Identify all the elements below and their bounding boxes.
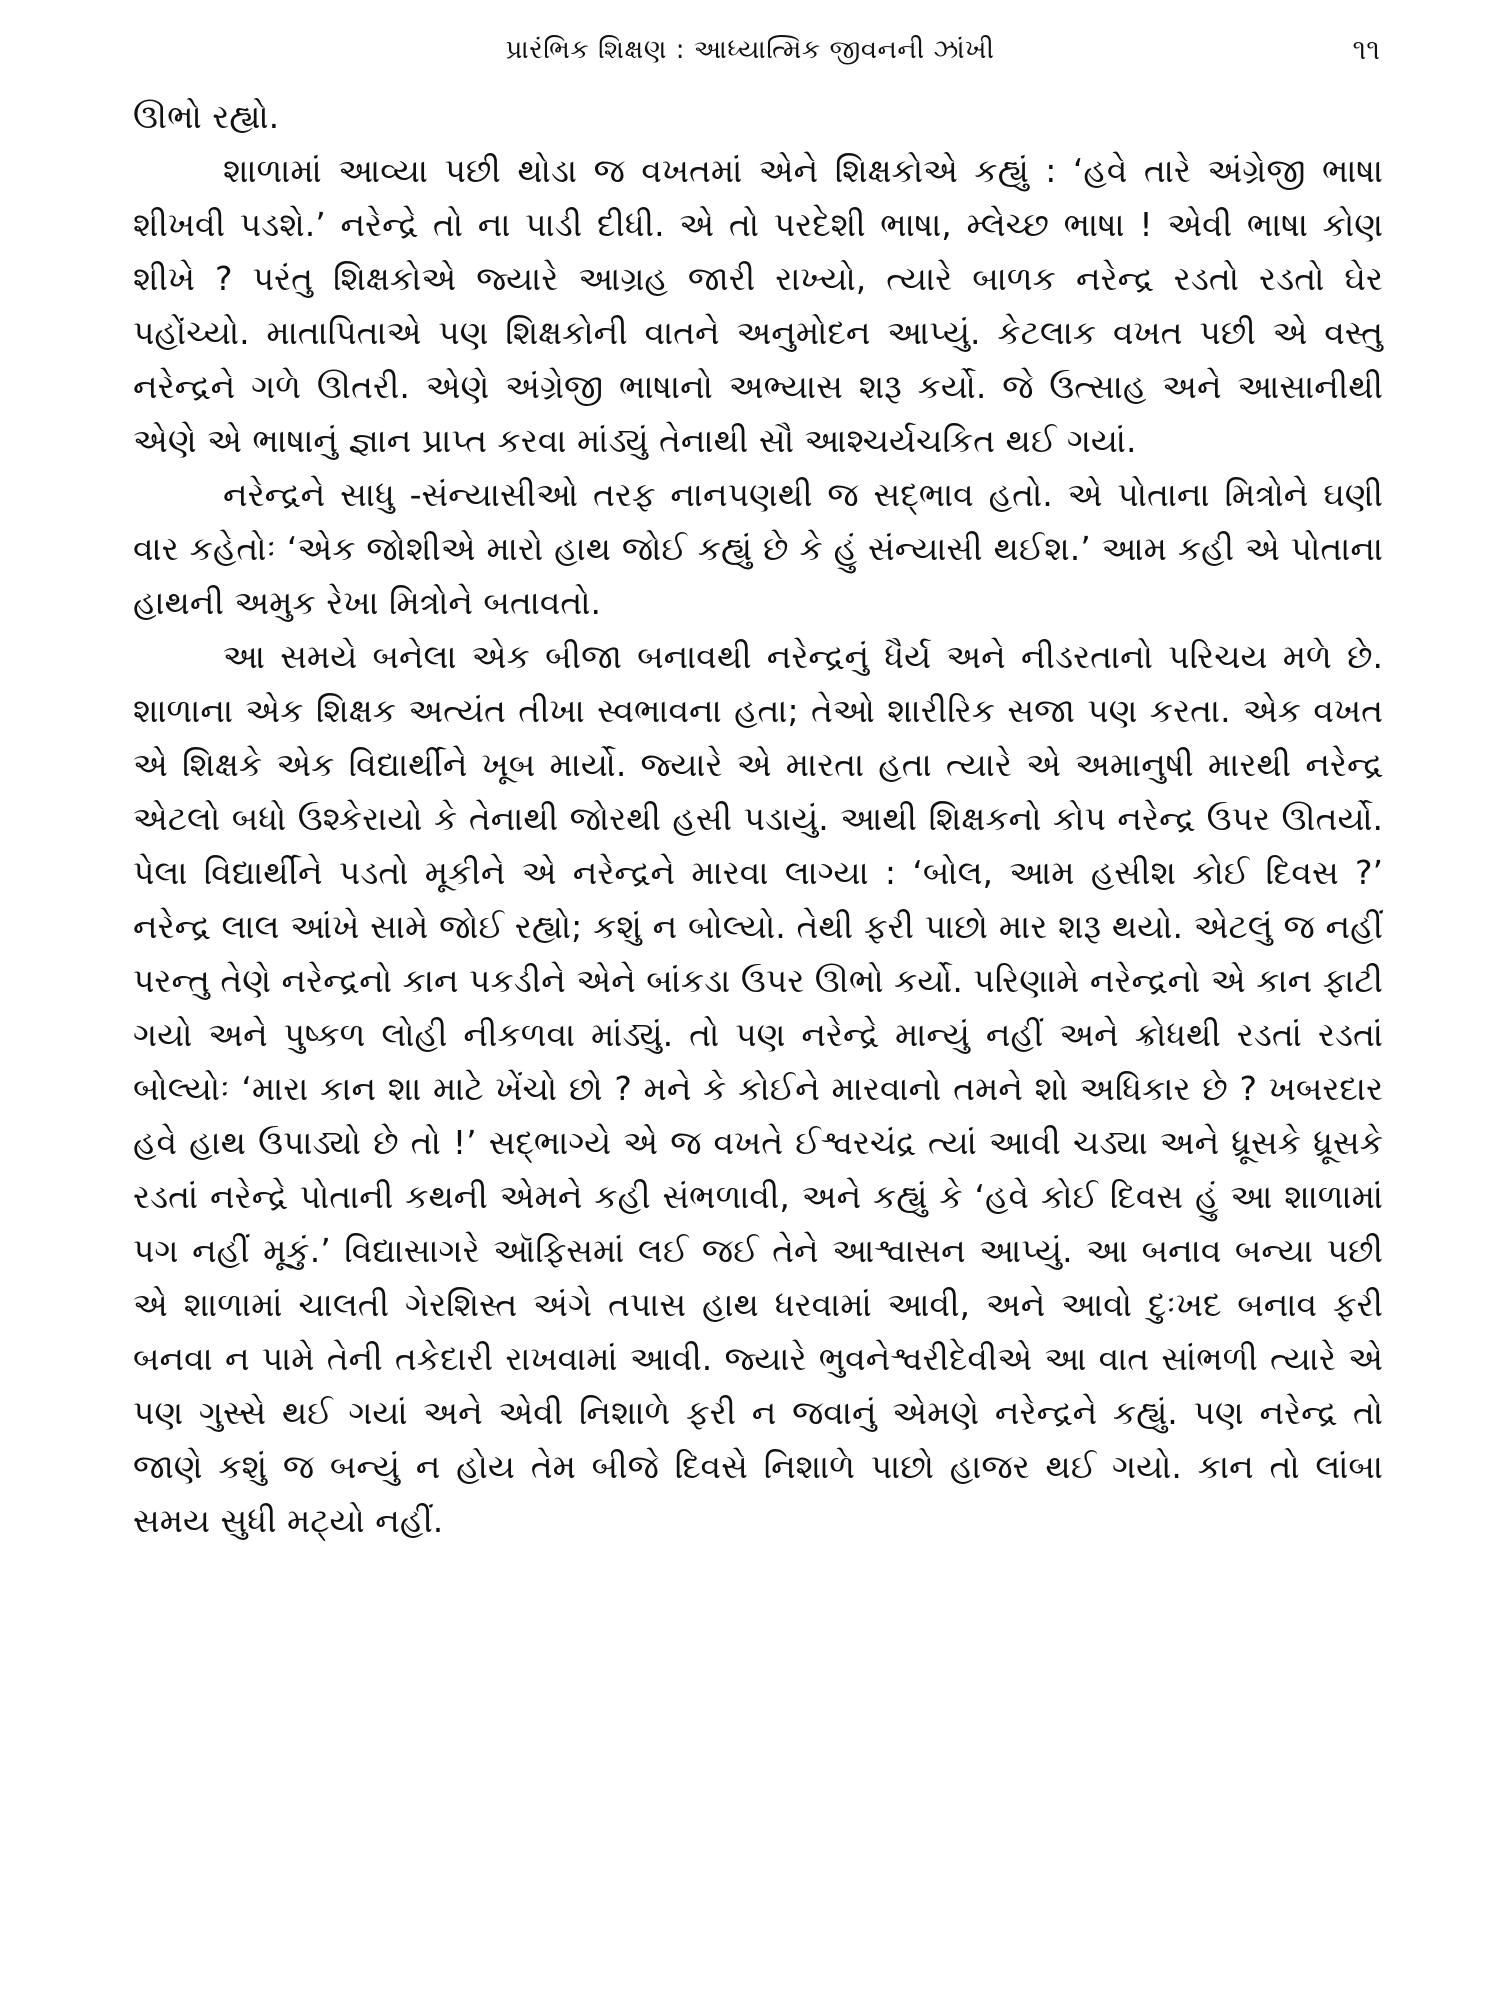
running-header: [120, 30, 1380, 70]
paragraph-english-language: શાળામાં આવ્યા પછી થોડા જ વખતમાં એને શિક્ષકોએ કહ્યું : ‘હવે તારે અંગ્રેજી ભાષા શીખવી પડશે.’ નરેન્દ્રે તો ના પાડી દીધી. એ તો પરદેશી ભાષા, મ્લેચ્છ ભાષા ! એવી ભાષા કોણ શીખે ? પરંતુ શિક્ષકોએ જ્યારે આગ્રહ જારી રાખ્યો, ત્યારે બાળક નરેન્દ્ર રડતો રડતો ઘેર પહોંચ્યો. માતાપિતાએ પણ શિક્ષકોની વાતને અનુમોદન આપ્યું. કેટલાક વખત પછી એ વસ્તુ નરેન્દ્રને ગળે ઊતરી. એણે અંગ્રેજી ભાષાનો અભ્યાસ શરૂ કર્યો. જે ઉત્સાહ અને આસાનીથી એણે એ ભાષાનું જ્ઞાન પ્રાપ્ત કરવા માંડ્યું તેનાથી સૌ આશ્ચર્યચકિત થઈ ગયાં.: [133, 151, 1383, 460]
paragraph-continuation: ઊભો રહ્યો.: [133, 97, 280, 136]
running-title: પ્રારંભિક શિક્ષણ : આધ્યાત્મિક જીવનની ઝાંખી: [505, 35, 995, 65]
page-number: ૧૧: [1352, 33, 1380, 66]
body-text: [133, 90, 1383, 1548]
paragraph-sadhu-sannyasi: નરેન્દ્રને સાધુ -સંન્યાસીઓ તરફ નાનપણથી જ સદ્‌ભાવ હતો. એ પોતાના મિત્રોને ઘણી વાર કહેતોઃ ‘એક જોશીએ મારો હાથ જોઈ કહ્યું છે કે હું સંન્યાસી થઈશ.’ આમ કહી એ પોતાના હાથની અમુક રેખા મિત્રોને બતાવતો.: [133, 475, 1383, 622]
paragraph-school-incident: આ સમયે બનેલા એક બીજા બનાવથી નરેન્દ્રનું ધૈર્ય અને નીડરતાનો પરિચય મળે છે. શાળાના એક શિક્ષક અત્યંત તીખા સ્વભાવના હતા; તેઓ શારીરિક સજા પણ કરતા. એક વખત એ શિક્ષકે એક વિદ્યાર્થીને ખૂબ માર્યો. જ્યારે એ મારતા હતા ત્યારે એ અમાનુષી મારથી નરેન્દ્ર એટલો બધો ઉશ્કેરાયો કે તેનાથી જોરથી હસી પડાયું. આથી શિક્ષકનો કોપ નરેન્દ્ર ઉપર ઊતર્યો. પેલા વિદ્યાર્થીને પડતો મૂકીને એ નરેન્દ્રને મારવા લાગ્યા : ‘બોલ, આમ હસીશ કોઈ દિવસ ?’ નરેન્દ્ર લાલ આંખે સામે જોઈ રહ્યો; કશું ન બોલ્યો. તેથી ફરી પાછો માર શરૂ થયો. એટલું જ નહીં પરન્તુ તેણે નરેન્દ્રનો કાન પકડીને એને બાંકડા ઉપર ઊભો કર્યો. પરિણામે નરેન્દ્રનો એ કાન ફાટી ગયો અને પુષ્કળ લોહી નીકળવા માંડ્યું. તો પણ નરેન્દ્રે માન્યું નહીં અને ક્રોધથી રડતાં રડતાં બોલ્યોઃ ‘મારા કાન શા માટે ખેંચો છો ? મને કે કોઈને મારવાનો તમને શો અધિકાર છે ? ખબરદાર હવે હાથ ઉપાડ્યો છે તો !’ સદ્‌ભાગ્યે એ જ વખતે ઈશ્વરચંદ્ર ત્યાં આવી ચડ્યા અને ધ્રૂસકે ધ્રૂસકે રડતાં નરેન્દ્રે પોતાની કથની એમને કહી સંભળાવી, અને કહ્યું કે ‘હવે કોઈ દિવસ હું આ શાળામાં પગ નહીં મૂકું.’ વિદ્યાસાગરે ઑફિસમાં લઈ જઈ તેને આશ્વાસન આપ્યું. આ બનાવ બન્યા પછી એ શાળામાં ચાલતી ગેરશિસ્ત અંગે તપાસ હાથ ધરવામાં આવી, અને આવો દુઃખદ બનાવ ફરી બનવા ન પામે તેની તકેદારી રાખવામાં આવી. જ્યારે ભુવનેશ્વરીદેવીએ આ વાત સાંભળી ત્યારે એ પણ ગુસ્સે થઈ ગયાં અને એવી નિશાળે ફરી ન જવાનું એમણે નરેન્દ્રને કહ્યું. પણ નરેન્દ્ર તો જાણે કશું જ બન્યું ન હોય તેમ બીજે દિવસે નિશાળે પાછો હાજર થઈ ગયો. કાન તો લાંબા સમય સુધી મટ્યો નહીં.: [133, 637, 1384, 1540]
